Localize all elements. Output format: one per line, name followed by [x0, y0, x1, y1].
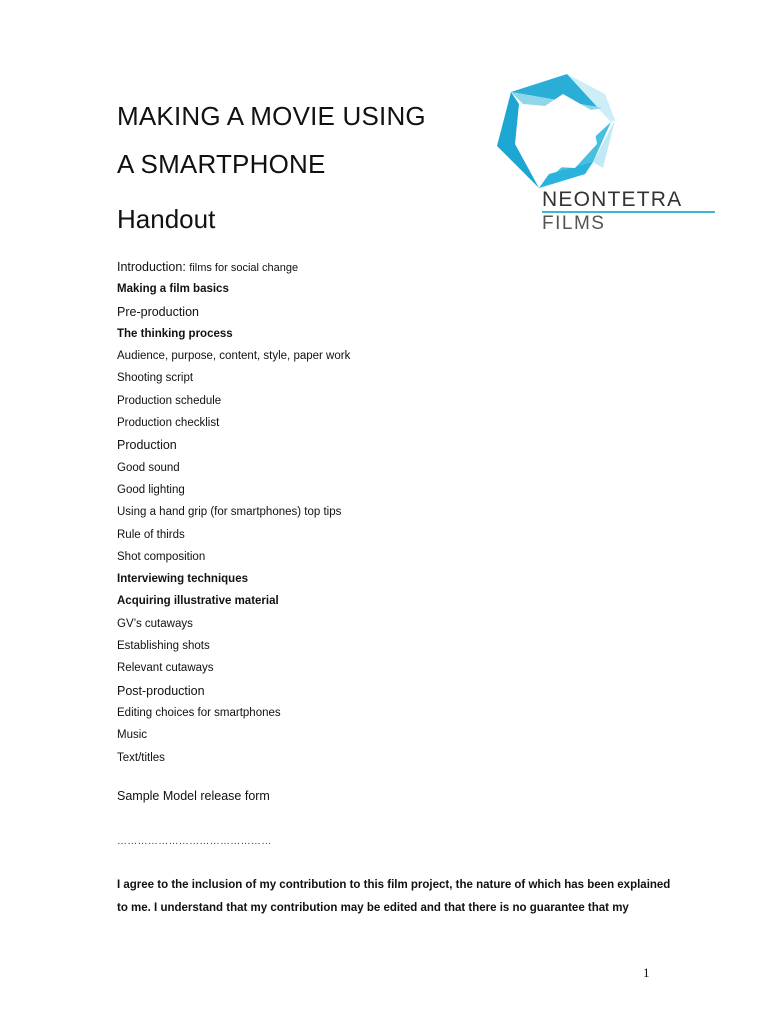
contents-item: The thinking process [117, 327, 233, 340]
contents-item-lead: Introduction: [117, 260, 190, 274]
contents-item: Good lighting [117, 483, 185, 496]
title-line-2: A SMARTPHONE [117, 149, 326, 179]
release-paragraph: I agree to the inclusion of my contribution to this film project, the nature of which has been explained to me. I understand that my contribution may be edited and that there is no guarantee that my [117, 879, 671, 914]
release-form-title: Sample Model release form [117, 789, 270, 803]
title-line-1: MAKING A MOVIE USING [117, 101, 426, 131]
contents-item: Acquiring illustrative material [117, 595, 279, 608]
contents-list [117, 256, 350, 769]
document-title [117, 92, 426, 188]
logo-wordmark-neontetra: NEONTETRA [542, 188, 683, 211]
signature-line: ……………………………………… [117, 836, 272, 847]
neontetra-logo [493, 70, 723, 240]
contents-item: Establishing shots [117, 640, 210, 653]
contents-item: GV’s cutaways [117, 617, 193, 630]
contents-item: Audience, purpose, content, style, paper work [117, 350, 351, 363]
page-number: 1 [643, 965, 650, 980]
contents-item: Pre-production [117, 304, 199, 319]
contents-item: Relevant cutaways [117, 662, 214, 675]
contents-item: Making a film basics [117, 283, 229, 296]
document-subtitle: Handout [117, 204, 216, 234]
contents-item: Interviewing techniques [117, 573, 248, 586]
heptagon-logo-icon [493, 70, 723, 190]
contents-item: Shot composition [117, 550, 206, 563]
contents-item: Production checklist [117, 417, 220, 430]
contents-item: Text/titles [117, 751, 165, 764]
contents-item [117, 256, 350, 278]
contents-item: Using a hand grip (for smartphones) top tips [117, 506, 342, 519]
contents-item-label: films for social change [189, 262, 299, 274]
contents-item: Rule of thirds [117, 528, 185, 541]
contents-item: Production schedule [117, 394, 222, 407]
contents-item: Shooting script [117, 372, 194, 385]
contents-item: Production [117, 438, 177, 453]
contents-item: Music [117, 729, 148, 742]
contents-item: Editing choices for smartphones [117, 706, 281, 719]
logo-wordmark-films: FILMS [542, 213, 606, 234]
contents-item: Post-production [117, 683, 205, 698]
contents-item: Good sound [117, 461, 180, 474]
